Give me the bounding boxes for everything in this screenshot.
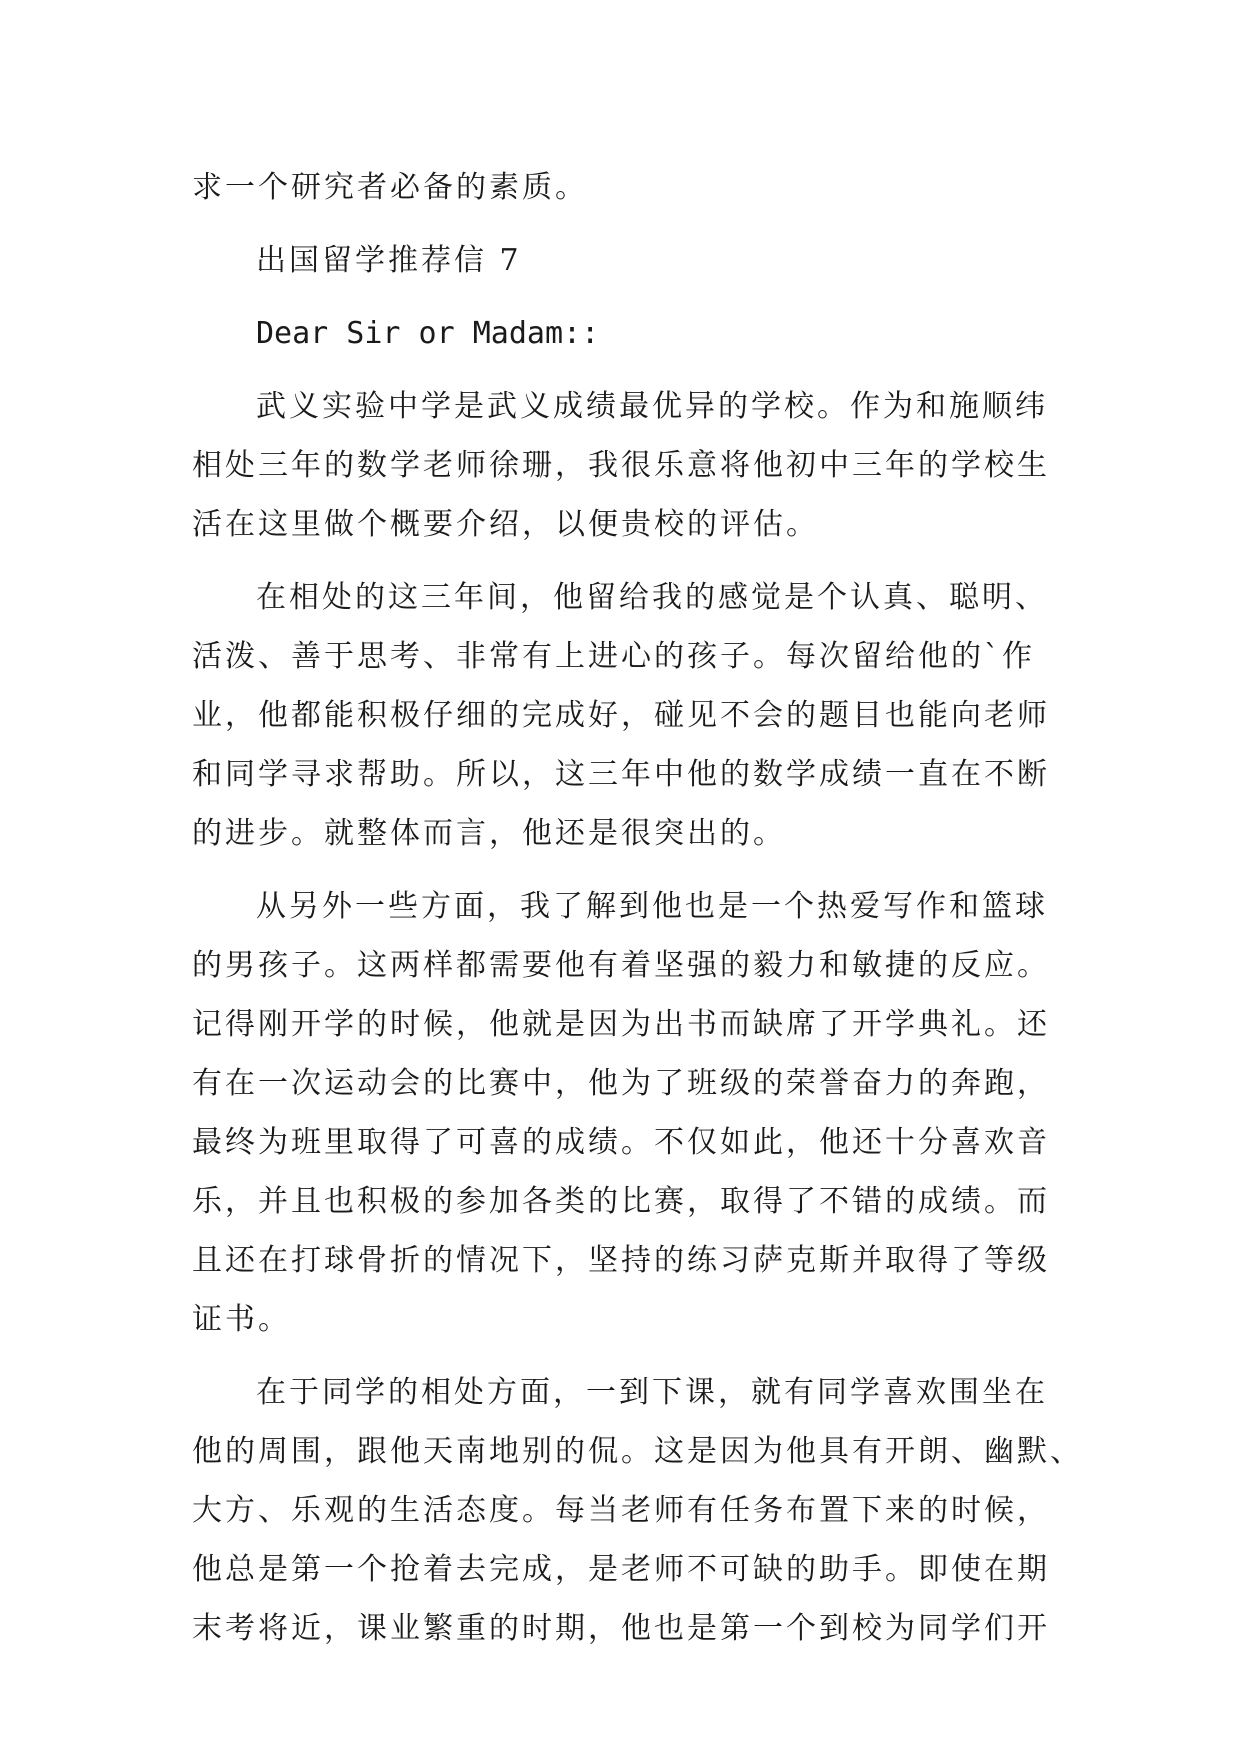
text-line: 且还在打球骨折的情况下，坚持的练习萨克斯并取得了等级 (192, 1243, 1050, 1278)
paragraph-intro (192, 377, 1072, 554)
text-line: 和同学寻求帮助。所以，这三年中他的数学成绩一直在不断 (192, 757, 1050, 792)
text-line: 相处三年的数学老师徐珊，我很乐意将他初中三年的学校生 (192, 448, 1050, 483)
salutation-line: Dear Sir or Madam:: (256, 316, 600, 351)
text-line: 的男孩子。这两样都需要他有着坚强的毅力和敏捷的反应。 (192, 948, 1050, 983)
text-line: 的进步。就整体而言，他还是很突出的。 (192, 816, 786, 851)
salutation (192, 304, 1072, 363)
text-line: 他总是第一个抢着去完成，是老师不可缺的助手。即使在期 (192, 1552, 1050, 1587)
paragraph-study (192, 568, 1072, 863)
heading-line: 出国留学推荐信 7 (256, 243, 522, 278)
text-line: 从另外一些方面，我了解到他也是一个热爱写作和篮球 (256, 889, 1048, 924)
letter-heading (192, 231, 1072, 290)
text-line: 武义实验中学是武义成绩最优异的学校。作为和施顺纬 (256, 389, 1048, 424)
text-line: 业，他都能积极仔细的完成好，碰见不会的题目也能向老师 (192, 698, 1050, 733)
text-line: 求一个研究者必备的素质。 (192, 170, 588, 205)
text-line: 末考将近，课业繁重的时期，他也是第一个到校为同学们开 (192, 1611, 1050, 1646)
text-line: 乐，并且也积极的参加各类的比赛，取得了不错的成绩。而 (192, 1184, 1050, 1219)
text-line: 有在一次运动会的比赛中，他为了班级的荣誉奋力的奔跑， (192, 1066, 1050, 1101)
text-line: 他的周围，跟他天南地别的侃。这是因为他具有开朗、幽默、 (192, 1434, 1083, 1469)
text-line: 活泼、善于思考、非常有上进心的孩子。每次留给他的`作 (192, 639, 1035, 674)
letter-body (192, 158, 1083, 1658)
text-line: 在于同学的相处方面，一到下课，就有同学喜欢围坐在 (256, 1375, 1048, 1410)
text-line: 最终为班里取得了可喜的成绩。不仅如此，他还十分喜欢音 (192, 1125, 1050, 1160)
text-line: 大方、乐观的生活态度。每当老师有任务布置下来的时候， (192, 1493, 1050, 1528)
paragraph-continuation (192, 158, 1072, 217)
text-line: 在相处的这三年间，他留给我的感觉是个认真、聪明、 (256, 580, 1048, 615)
paragraph-classmates (192, 1363, 1083, 1658)
text-line: 记得刚开学的时候，他就是因为出书而缺席了开学典礼。还 (192, 1007, 1050, 1042)
text-line: 证书。 (192, 1302, 291, 1337)
paragraph-hobbies (192, 877, 1072, 1349)
text-line: 活在这里做个概要介绍，以便贵校的评估。 (192, 507, 819, 542)
